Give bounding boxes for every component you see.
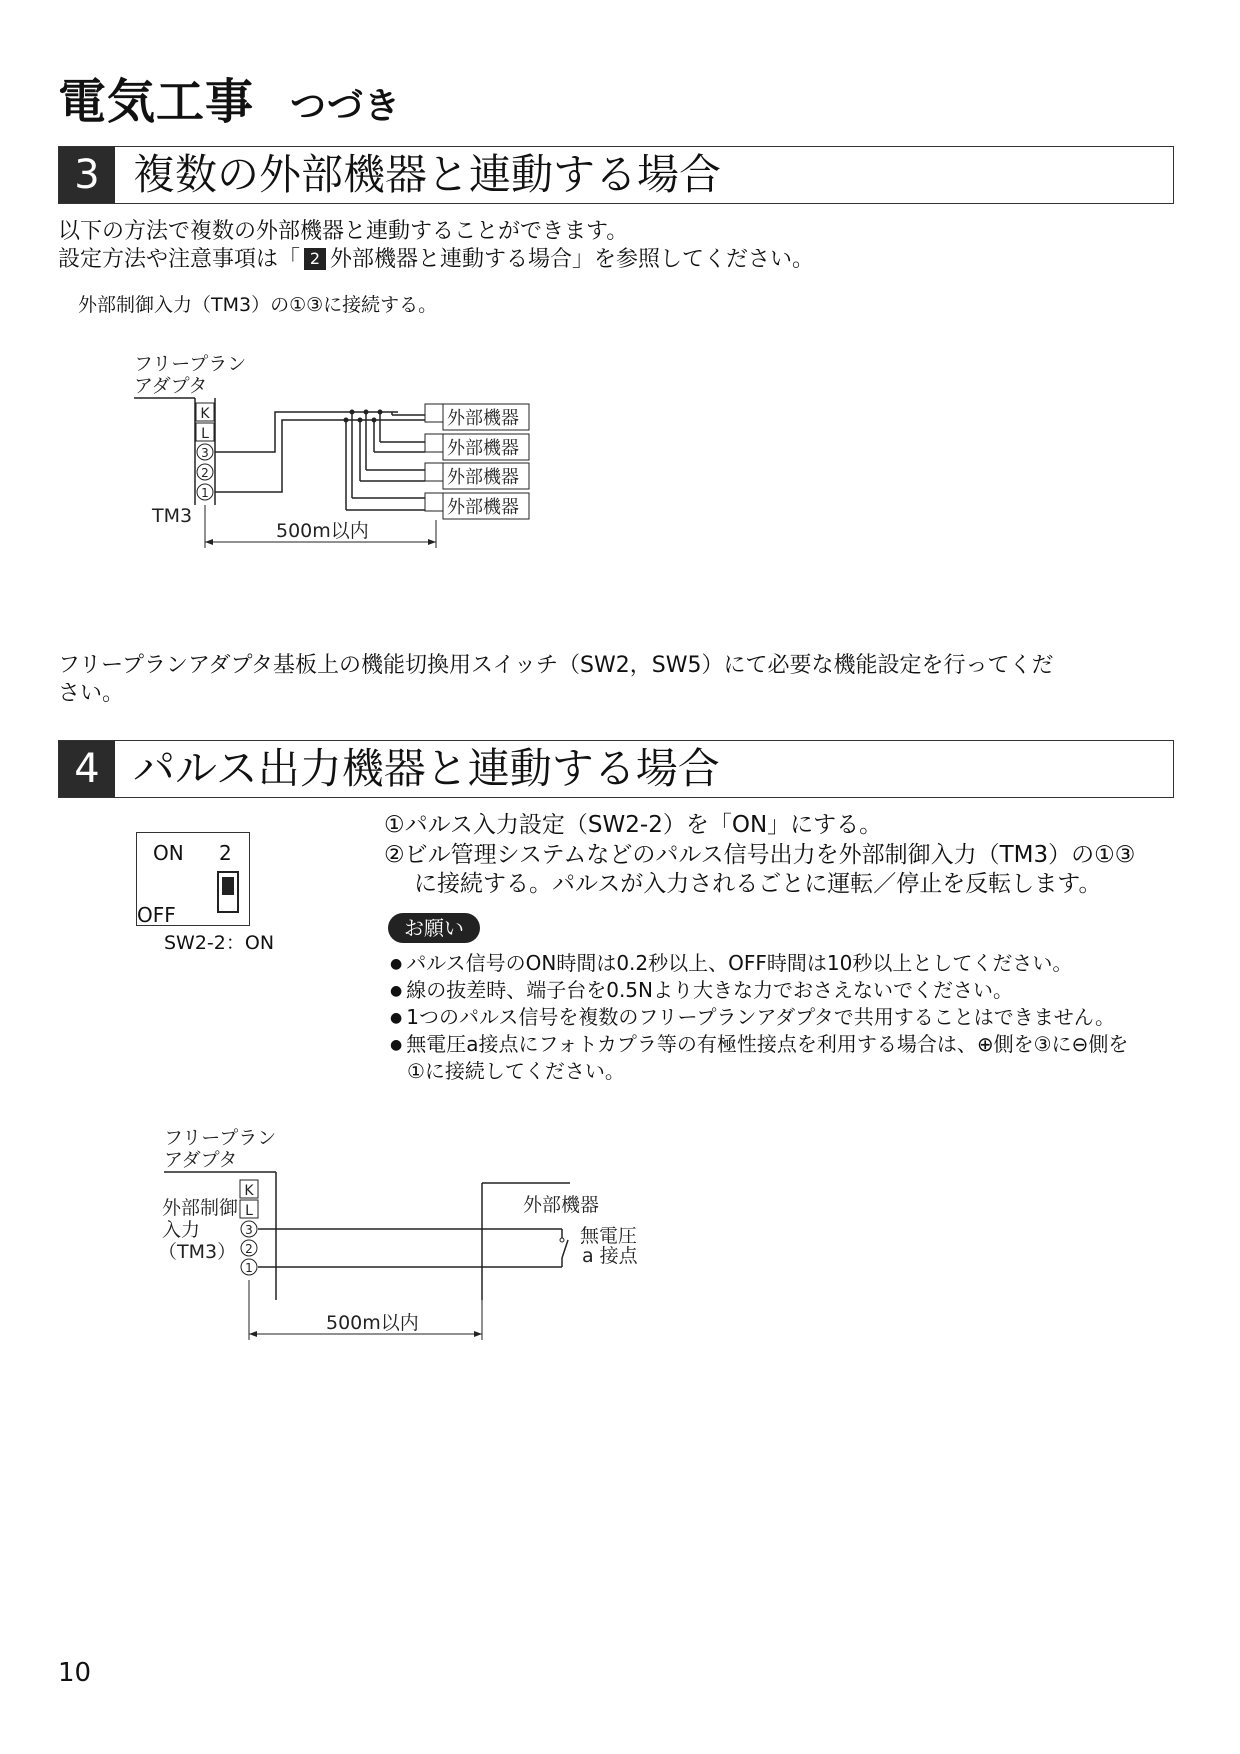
s3-terminal-block (196, 403, 214, 500)
section4-number: 4 (59, 741, 115, 797)
section4-step-2-cont: に接続する。パルスが入力されるごとに運転／停止を反転します。 (414, 871, 1102, 897)
s4-terminal-1: 1 (245, 1261, 253, 1275)
s4-contact-label-2: a 接点 (582, 1245, 638, 1267)
s3-terminal-2: 2 (201, 466, 209, 480)
s3-device-4 (425, 493, 529, 519)
s3-adapter-label-2: アダプタ (134, 375, 208, 397)
s3-terminal-k: K (200, 406, 210, 422)
s4-distance-label: 500m以内 (326, 1312, 419, 1334)
s3-distance-label: 500m以内 (276, 520, 369, 542)
section3-switch-note-line2: さい。 (58, 681, 125, 706)
s3-device-1-label: 外部機器 (447, 408, 519, 429)
section4-title: パルス出力機器と連動する場合 (133, 744, 720, 793)
dip-caption: SW2-2：ON (164, 932, 275, 954)
dip-slot (217, 871, 239, 913)
s3-device-2-label: 外部機器 (447, 438, 519, 459)
s4-terminal-2: 2 (245, 1242, 253, 1256)
section3-number: 3 (59, 147, 115, 203)
page-title-main: 電気工事 (58, 74, 255, 130)
s4-input-label-1: 外部制御 (162, 1197, 239, 1219)
page-title-suffix: つづき (290, 86, 402, 127)
dip-knob (222, 877, 234, 895)
s3-device-3 (425, 463, 529, 489)
section4-note-3: ● 1つのパルス信号を複数のフリープランアダプタで共用することはできません。 (390, 1004, 1115, 1032)
section3-connect-note: 外部制御入力（TM3）の①③に接続する。 (78, 294, 438, 316)
section4-step-1: ①パルス入力設定（SW2-2）を「ON」にする。 (384, 812, 883, 838)
s4-terminal-k: K (244, 1183, 254, 1199)
intro-line2-post: 外部機器と連動する場合」を参照してください。 (330, 247, 815, 272)
dip-number: 2 (219, 841, 232, 865)
s3-device-2 (425, 434, 529, 460)
section4-step-2: ②ビル管理システムなどのパルス信号出力を外部制御入力（TM3）の①③ (384, 842, 1136, 868)
s4-contact-label-1: 無電圧 (580, 1225, 638, 1247)
s4-adapter-label-1: フリープラン (164, 1127, 277, 1149)
section4-header (58, 740, 1174, 798)
section4-note-1: ● パルス信号のON時間は0.2秒以上、OFF時間は10秒以上としてください。 (390, 950, 1072, 978)
section3-title: 複数の外部機器と連動する場合 (133, 150, 722, 199)
s3-terminal-1: 1 (201, 486, 209, 500)
s3-terminal-3: 3 (201, 446, 209, 460)
dip-off-label: OFF (137, 903, 176, 927)
s4-input-label-3: （TM3） (158, 1241, 237, 1263)
request-badge: お願い (388, 913, 480, 943)
s3-tm3-label: TM3 (152, 505, 193, 527)
page-number: 10 (58, 1658, 92, 1688)
s3-device-1 (425, 404, 529, 430)
section4-note-2: ● 線の抜差時、端子台を0.5Nより大きな力でおさえないでください。 (390, 977, 1013, 1005)
intro-line2-pre: 設定方法や注意事項は「 (58, 247, 301, 272)
dip-on-label: ON (153, 841, 184, 865)
dip-switch (136, 832, 250, 926)
section3-switch-note-line1: フリープランアダプタ基板上の機能切換用スイッチ（SW2，SW5）にて必要な機能設定を行ってくだ (58, 653, 1054, 678)
s4-device-label: 外部機器 (523, 1194, 600, 1216)
s3-device-4-label: 外部機器 (447, 497, 519, 518)
section4-note-4: ● 無電圧a接点にフォトカプラ等の有極性接点を利用する場合は、⊕側を③に⊖側を (390, 1031, 1128, 1059)
s3-terminal-l: L (201, 426, 209, 442)
s4-input-label-2: 入力 (162, 1219, 201, 1241)
s4-terminal-l: L (245, 1203, 253, 1219)
s4-adapter-label-2: アダプタ (164, 1149, 238, 1171)
reference-badge: 2 (304, 248, 326, 270)
s4-terminal-3: 3 (245, 1223, 253, 1237)
s3-adapter-label-1: フリープラン (134, 353, 247, 375)
s3-device-3-label: 外部機器 (447, 467, 519, 488)
section3-intro-line1: 以下の方法で複数の外部機器と連動することができます。 (58, 219, 629, 244)
section4-note-4-cont: ①に接続してください。 (407, 1059, 625, 1083)
